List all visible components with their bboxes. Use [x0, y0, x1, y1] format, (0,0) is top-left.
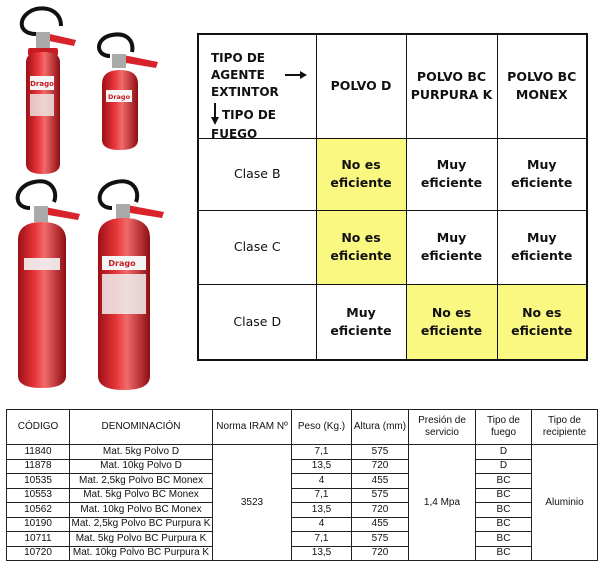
matrix-cell: Muy eficiente	[406, 138, 497, 210]
cell-recipiente: Aluminio	[532, 445, 598, 561]
header-tipo-recipiente: Tipo de recipiente	[532, 410, 598, 445]
cell-presion: 1,4 Mpa	[409, 445, 476, 561]
matrix-cell: Muy eficiente	[316, 284, 406, 360]
matrix-cell: Muy eficiente	[497, 210, 587, 284]
product-table	[6, 409, 598, 561]
cell-peso: 13,5	[292, 459, 352, 474]
cell-denominacion: Mat. 10kg Polvo BC Monex	[70, 503, 213, 518]
brand-label: Drago	[30, 80, 54, 88]
cell-peso: 4	[292, 517, 352, 532]
matrix-cell: No es eficiente	[406, 284, 497, 360]
cell-denominacion: Mat. 5kg Polvo BC Monex	[70, 488, 213, 503]
brand-label: Drago	[108, 259, 136, 268]
table-row	[7, 474, 598, 489]
matrix-cell: No es eficiente	[316, 210, 406, 284]
cell-codigo: 10535	[7, 474, 70, 489]
cell-fuego: D	[476, 445, 532, 460]
table-row	[7, 517, 598, 532]
header-peso: Peso (Kg.)	[292, 410, 352, 445]
table-row	[7, 546, 598, 561]
cell-codigo: 11878	[7, 459, 70, 474]
header-denominacion: DENOMINACIÓN	[70, 410, 213, 445]
header-presion: Presión de servicio	[409, 410, 476, 445]
cell-altura: 720	[352, 459, 409, 474]
cell-altura: 720	[352, 503, 409, 518]
cell-denominacion: Mat. 2,5kg Polvo BC Monex	[70, 474, 213, 489]
cell-codigo: 10562	[7, 503, 70, 518]
brand-label: Drago	[107, 93, 131, 101]
row-label-clase-d: Clase D	[198, 284, 316, 360]
corner-top-label	[211, 50, 306, 101]
cell-denominacion: Mat. 5kg Polvo D	[70, 445, 213, 460]
cell-altura: 455	[352, 474, 409, 489]
header-codigo: CÓDIGO	[7, 410, 70, 445]
cell-fuego: D	[476, 459, 532, 474]
cell-fuego: BC	[476, 546, 532, 561]
row-label-clase-b: Clase B	[198, 138, 316, 210]
row-label-clase-c: Clase C	[198, 210, 316, 284]
extinguisher-image-large-bottom-right	[92, 178, 172, 393]
matrix-cell: No es eficiente	[316, 138, 406, 210]
table-row	[7, 532, 598, 547]
matrix-cell: Muy eficiente	[497, 138, 587, 210]
table-row	[7, 503, 598, 518]
extinguisher-efficiency-matrix	[197, 33, 588, 361]
cell-denominacion: Mat. 2,5kg Polvo BC Purpura K	[70, 517, 213, 532]
column-header-polvo-d: POLVO D	[316, 34, 406, 138]
cell-peso: 4	[292, 474, 352, 489]
cell-fuego: BC	[476, 532, 532, 547]
corner-top-text: TIPO DE AGENTE EXTINTOR	[211, 51, 279, 99]
cell-fuego: BC	[476, 488, 532, 503]
header-altura: Altura (mm)	[352, 410, 409, 445]
header-tipo-fuego: Tipo de fuego	[476, 410, 532, 445]
cell-peso: 13,5	[292, 503, 352, 518]
matrix-cell: Muy eficiente	[406, 210, 497, 284]
cell-denominacion: Mat. 10kg Polvo D	[70, 459, 213, 474]
column-header-polvo-bc-purpura-k: POLVO BC PURPURA K	[406, 34, 497, 138]
header-norma: Norma IRAM Nº	[213, 410, 292, 445]
cell-norma: 3523	[213, 445, 292, 561]
cell-codigo: 11840	[7, 445, 70, 460]
corner-bottom-label	[211, 103, 316, 143]
cell-denominacion: Mat. 10kg Polvo BC Purpura K	[70, 546, 213, 561]
table-row	[7, 445, 598, 460]
cell-fuego: BC	[476, 517, 532, 532]
matrix-cell: No es eficiente	[497, 284, 587, 360]
cell-denominacion: Mat. 5kg Polvo BC Purpura K	[70, 532, 213, 547]
cell-altura: 575	[352, 445, 409, 460]
cell-fuego: BC	[476, 474, 532, 489]
cell-altura: 720	[352, 546, 409, 561]
cell-codigo: 10720	[7, 546, 70, 561]
cell-altura: 575	[352, 532, 409, 547]
table-row	[7, 459, 598, 474]
column-header-polvo-bc-monex: POLVO BC MONEX	[497, 34, 587, 138]
cell-peso: 7,1	[292, 488, 352, 503]
matrix-corner	[198, 34, 316, 141]
cell-codigo: 10711	[7, 532, 70, 547]
cell-peso: 13,5	[292, 546, 352, 561]
extinguisher-image-small-top	[90, 32, 165, 152]
cell-altura: 575	[352, 488, 409, 503]
cell-altura: 455	[352, 517, 409, 532]
cell-codigo: 10190	[7, 517, 70, 532]
cell-codigo: 10553	[7, 488, 70, 503]
arrow-right-icon	[285, 71, 307, 79]
cell-peso: 7,1	[292, 532, 352, 547]
arrow-down-icon	[211, 103, 219, 125]
extinguisher-image-large-top	[6, 4, 86, 179]
extinguisher-image-large-bottom-left	[10, 178, 85, 393]
cell-peso: 7,1	[292, 445, 352, 460]
table-row	[7, 488, 598, 503]
cell-fuego: BC	[476, 503, 532, 518]
corner-bottom-text: TIPO DE FUEGO	[211, 108, 276, 141]
